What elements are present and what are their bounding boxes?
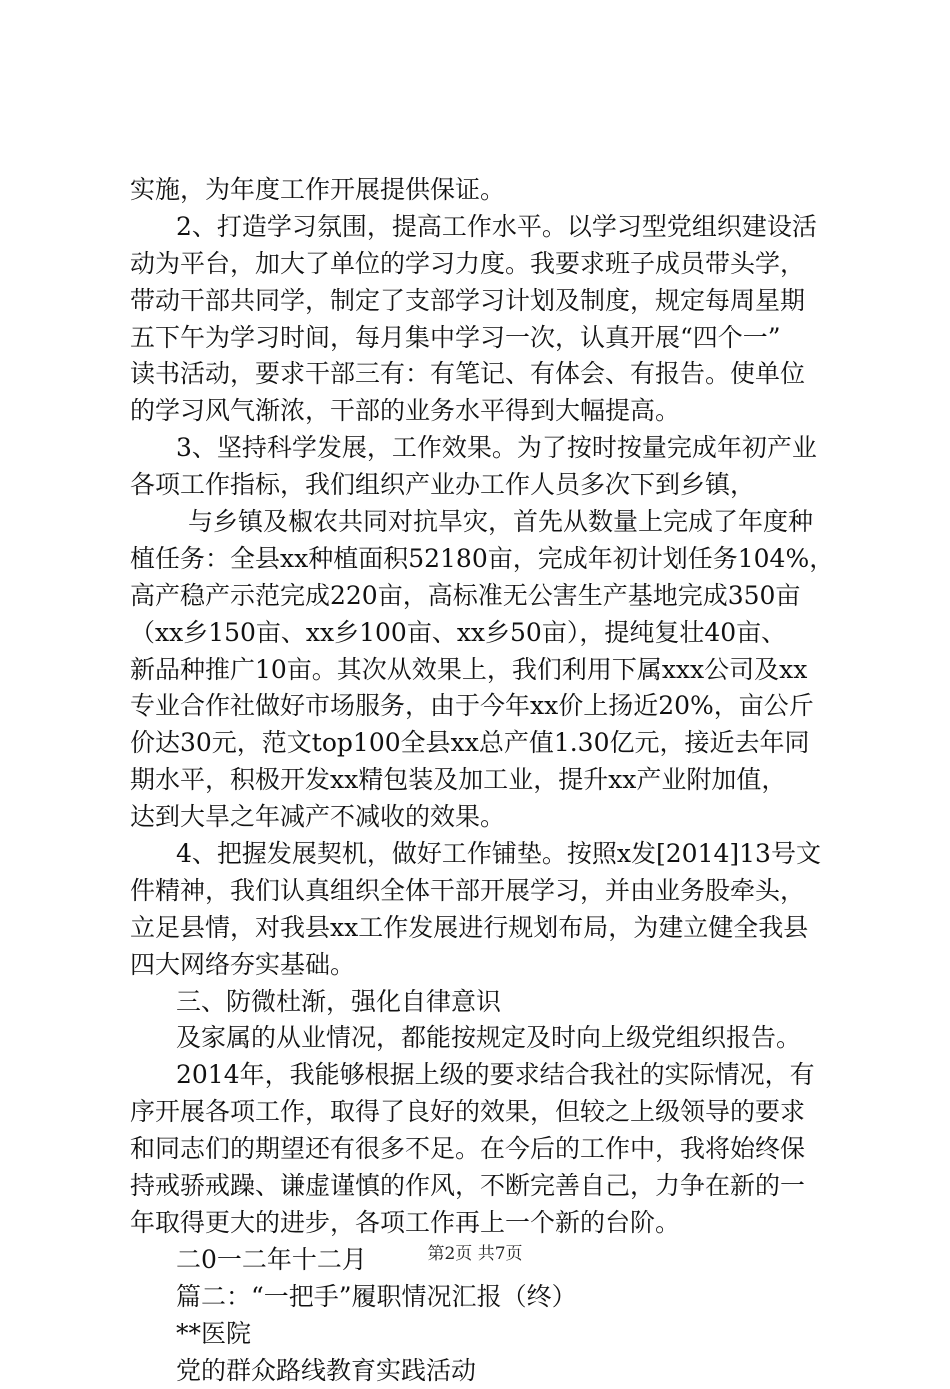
text-line: 序开展各项工作，取得了良好的效果，但较之上级领导的要求 <box>130 1094 830 1131</box>
text-line: 与乡镇及椒农共同对抗旱灾，首先从数量上完成了年度种 <box>130 504 830 541</box>
text-line: 3、坚持科学发展，工作效果。为了按时按量完成年初产业 <box>130 430 830 467</box>
text-line: 和同志们的期望还有很多不足。在今后的工作中，我将始终保 <box>130 1131 830 1168</box>
text-line: 2、打造学习氛围，提高工作水平。以学习型党组织建设活 <box>130 209 830 246</box>
text-line: 达到大旱之年减产不减收的效果。 <box>130 799 830 836</box>
text-line: 年取得更大的进步，各项工作再上一个新的台阶。 <box>130 1205 830 1242</box>
article-title: 篇二：“一把手”履职情况汇报（终） <box>130 1279 830 1316</box>
text-line: 及家属的从业情况，都能按规定及时向上级党组织报告。 <box>130 1020 830 1057</box>
text-line: 植任务：全县xx种植面积52180亩，完成年初计划任务104%， <box>130 541 830 578</box>
text-line: 读书活动，要求干部三有：有笔记、有体会、有报告。使单位 <box>130 356 830 393</box>
organization-name: **医院 <box>130 1316 830 1353</box>
text-line: 专业合作社做好市场服务，由于今年xx价上扬近20%，亩公斤 <box>130 688 830 725</box>
text-line: 2014年，我能够根据上级的要求结合我社的实际情况，有 <box>130 1057 830 1094</box>
text-line: 动为平台，加大了单位的学习力度。我要求班子成员带头学， <box>130 246 830 283</box>
text-line: （xx乡150亩、xx乡100亩、xx乡50亩），提纯复壮40亩、 <box>130 615 830 652</box>
page-number: 第2页 共7页 <box>427 1244 522 1264</box>
text-line: 五下午为学习时间，每月集中学习一次，认真开展“四个一” <box>130 320 830 357</box>
text-line: 带动干部共同学，制定了支部学习计划及制度，规定每周星期 <box>130 283 830 320</box>
date-line: 二0一二年十二月 <box>130 1242 830 1279</box>
text-line: 立足县情，对我县xx工作发展进行规划布局，为建立健全我县 <box>130 910 830 947</box>
text-line: 的学习风气渐浓，干部的业务水平得到大幅提高。 <box>130 393 830 430</box>
text-line: 4、把握发展契机，做好工作铺垫。按照x发[2014]13号文 <box>130 836 830 873</box>
activity-title: 党的群众路线教育实践活动 <box>130 1353 830 1389</box>
text-line: 持戒骄戒躁、谦虚谨慎的作风，不断完善自己，力争在新的一 <box>130 1168 830 1205</box>
text-line: 四大网络夯实基础。 <box>130 947 830 984</box>
document-body <box>130 172 830 1389</box>
text-line: 价达30元，范文top100全县xx总产值1.30亿元，接近去年同 <box>130 725 830 762</box>
text-line: 新品种推广10亩。其次从效果上，我们利用下属xxx公司及xx <box>130 652 830 689</box>
section-heading: 三、防微杜渐，强化自律意识 <box>130 984 830 1021</box>
text-line: 件精神，我们认真组织全体干部开展学习，并由业务股牵头， <box>130 873 830 910</box>
text-line: 期水平，积极开发xx精包装及加工业，提升xx产业附加值， <box>130 762 830 799</box>
page-footer <box>0 1242 950 1266</box>
text-line: 各项工作指标，我们组织产业办工作人员多次下到乡镇， <box>130 467 830 504</box>
text-line: 高产稳产示范完成220亩，高标准无公害生产基地完成350亩 <box>130 578 830 615</box>
text-line: 实施，为年度工作开展提供保证。 <box>130 172 830 209</box>
